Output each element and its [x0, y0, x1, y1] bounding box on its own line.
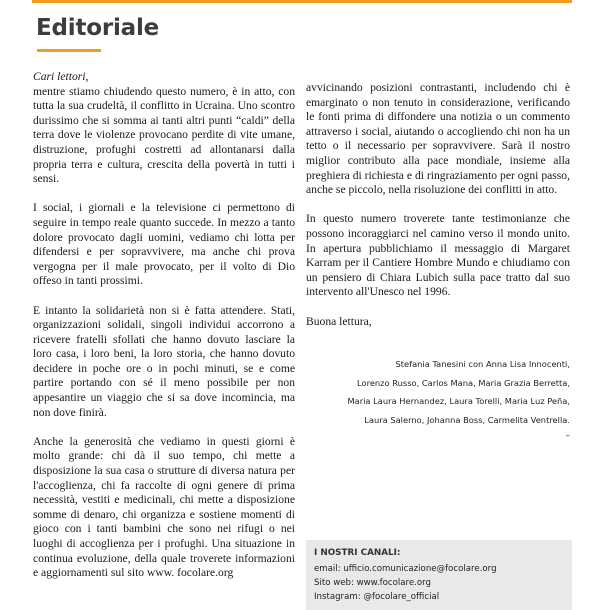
top-accent-rule — [32, 0, 572, 3]
channel-email[interactable]: email: ufficio.comunicazione@focolare.org — [314, 564, 497, 574]
closing-line: Buona lettura, — [306, 314, 372, 328]
page-title: Editoriale — [36, 15, 160, 41]
greeting: Cari lettori, — [33, 70, 89, 83]
channel-website[interactable]: Sito web: www.focolare.org — [314, 578, 432, 588]
signature-block — [306, 355, 570, 441]
signature-line: Stefania Tanesini con Anna Lisa Innocenti, — [395, 359, 570, 370]
paragraph: I social, i giornali e la televisione ci permettono di seguire in tempo reale quanto succede. In mezzo a tanto dolore provocato dagli uomini, vediamo chi lotta per difendersi e per sopravvivere, ma anche chi prova vergogna per il male provocato, per il volto di Dio offeso in tanti prossimi. — [33, 201, 295, 288]
signature-line: Laura Salerno, Johanna Boss, Carmelita Ventrella. — [364, 414, 570, 425]
paragraph: avvicinando posizioni contrastanti, includendo chi è emarginato o non tenuto in considerazione, verificando le fonti prima di diffondere una notizia o un commento attraverso i social, aiutando o accogliendo chi non ha un tetto o il necessario per sopravvivere. Sarà il nostro miglior contributo alla pace mondiale, insieme alla preghiera di richiesta e di ringraziamento per ogni passo, anche se piccolo, nella risoluzione dei conflitti in atto. — [306, 81, 570, 197]
paragraph: Anche la generosità che vediamo in questi giorni è molto grande: chi dà il suo tempo, chi mette a disposizione la sua casa o strutture di diversa natura per l'accoglienza, chi fa raccolte di ogni genere di prima necessità, vestiti e medicinali, chi mette a disposizione somme di denaro, chi organizza e sostiene momenti di gioco con i tanti bambini che sono nei rifugi o nei luoghi di accoglienza per i profughi. Una situazione in continua evoluzione, della quale troverete informazioni e aggiornamenti sul sito www. focolare.org — [33, 434, 295, 580]
paragraph: E intanto la solidarietà non si è fatta attendere. Stati, organizzazioni solidali, singoli individui accorrono a ricevere fratelli sfollati che hanno dovuto lasciare la loro casa, i loro beni, la loro storia, che hanno dovuto decidere in poche ore o in pochi minuti, se e come partire portando con sé il meno possibile per non appesantire un viaggio che si sa dove incomincia, ma non dove finirà. — [33, 303, 295, 419]
left-column — [33, 70, 295, 595]
signature-line: Maria Laura Hernandez, Laura Torelli, Maria Luz Peña, — [347, 396, 570, 407]
paragraph: mentre stiamo chiudendo questo numero, è in atto, con tutta la sua crudeltà, il conflitto in Ucraina. Uno scontro durissimo che si somma ai tanti altri punti “caldi” della terra dove le violenze provocano perdite di vite umane, distruzione, profughi costretti ad allontanarsi dalla propria terra e cultura, crescita della povertà in tutti i sensi. — [33, 84, 295, 186]
signature-line: Lorenzo Russo, Carlos Mana, Maria Grazia Berretta, — [357, 377, 570, 388]
paragraph: In questo numero troverete tante testimonianze che possono incoraggiarci nel camino verso il mondo unito. In apertura pubblichiamo il messaggio di Margaret Karram per il Cantiere Hombre Mundo e chiudiamo con un pensiero di Chiara Lubich sulla pace tratto dal suo intervento all'Unesco nel 1996. — [306, 212, 570, 299]
signature-dash: – — [565, 431, 570, 442]
title-underline — [37, 49, 101, 52]
channels-title: I NOSTRI CANALI: — [314, 548, 401, 558]
right-column — [306, 81, 570, 441]
channel-instagram[interactable]: Instagram: @focolare_official — [314, 592, 440, 602]
